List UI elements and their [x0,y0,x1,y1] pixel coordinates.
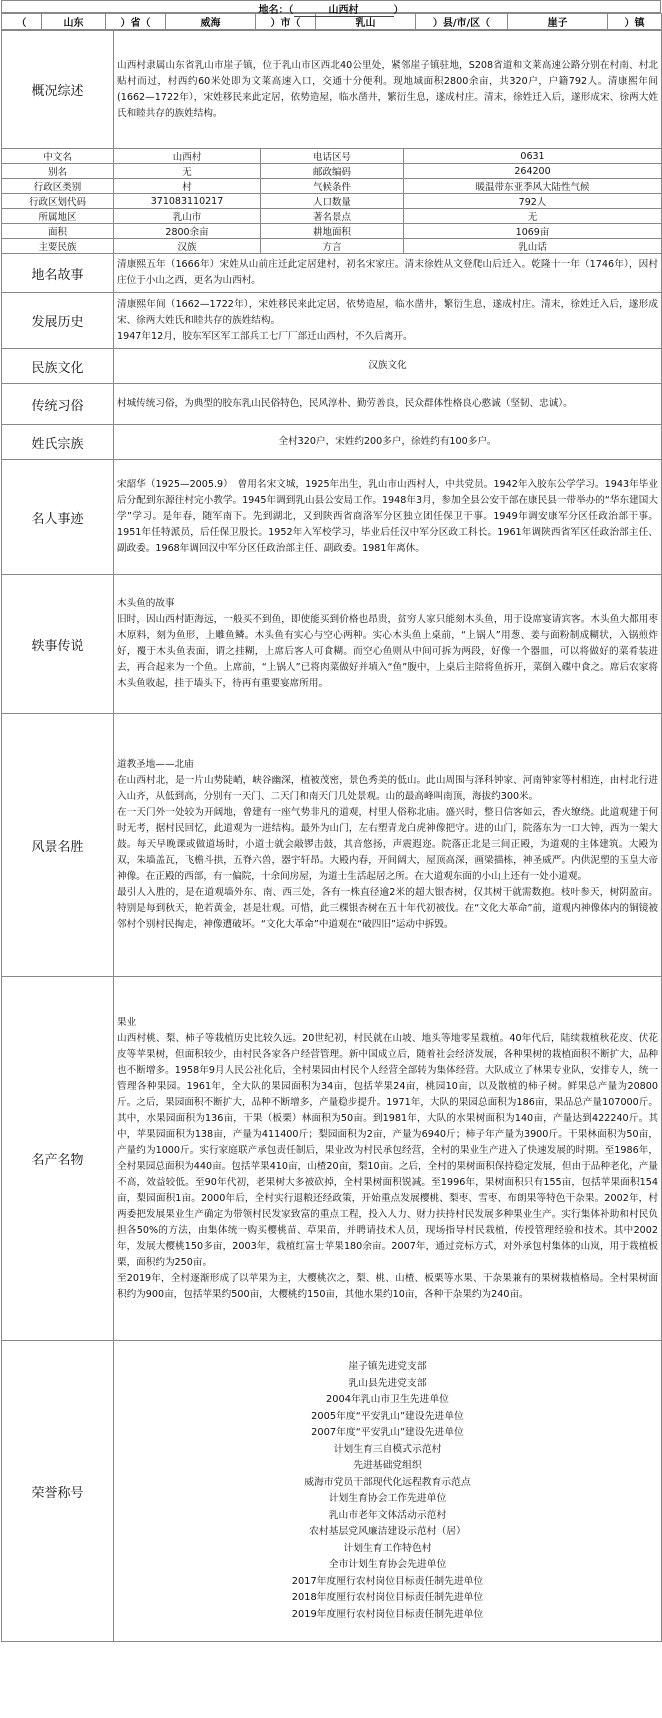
info-value: 1069亩 [404,224,662,239]
products-para-2: 至2019年，全村逐渐形成了以苹果为主，大樱桃次之，梨、桃、山楂、板栗等水果、干杂果兼有的果树栽植格局。全村果树面积约为900亩，包括苹果约500亩，大樱桃约150亩，其他水果约10亩，各种干杂果约为240亩。 [117,1272,658,1300]
info-key: 行政区划代码 [2,194,114,209]
info-row [2,224,662,239]
customs-text: 村城传统习俗，为典型的胶东乳山民俗特色，民风淳朴、勤劳善良，民众群体性格良心憨诚（坚韧、忠诚）。 [114,384,662,425]
people-text: 宋韶华（1925—2005.9） 曾用名宋文城，1925年出生，乳山市山西村人，中共党员。1942年入胶东公学学习。1943年毕业后分配到东源往村完小教学。1945年调到乳山县公安局工作。1948年3月，参加全县公安干部在康民县一带举办的“华东建国大学”学习。是年春，随军南下。先到湖北，又到陕西省商洛军分区独立团任保卫干事。1949年调安康军分区任政治部干事。1951年任特派员，后任保卫股长。1952年入军校学习，毕业后任汉中军分区政工科长。1961年调陕西省军区任政治部主任、副政委。1968年调回汉中军分区任政治部主任、副政委。1981年离休。 [114,460,662,575]
customs-label: 传统习俗 [2,384,114,425]
scenery-title: 道教圣地——北庙 [117,759,194,770]
address-field: 威海 [166,14,256,30]
surname-label: 姓氏宗族 [2,425,114,460]
address-separator: ）市（ [256,14,316,30]
info-row [2,149,662,164]
history-line-1: 清康熙年间（1662—1722年），宋姓移民来此定居，依势造屋，临水凿井，繁衍生息，遂成村庄。清末，徐姓迁入后，遂形成宋、徐两大姓氏和睦共存的族姓结构。 [117,298,658,326]
honors-list [114,1341,662,1642]
info-row [2,239,662,254]
overview-row [2,31,662,149]
info-key: 面积 [2,224,114,239]
honor-item: 先进基础党组织 [353,1460,422,1471]
anecdote-title: 木头鱼的故事 [117,598,175,609]
people-label: 名人事迹 [2,460,114,575]
honor-item: 2005年度“平安乳山”建设先进单位 [311,1410,464,1422]
honors-label: 荣誉称号 [2,1341,114,1642]
info-table [2,149,662,254]
honor-item: 2018年度厘行农村岗位目标责任制先进单位 [291,1592,484,1603]
honor-item: 农村基层党风廉洁建设示范村（居） [309,1526,466,1537]
info-value: 村 [114,179,261,194]
info-value: 2800余亩 [114,224,261,239]
info-key: 气候条件 [261,179,404,194]
honor-item: 计划生育工作特色村 [343,1542,432,1554]
ethnic-label: 民族文化 [2,349,114,384]
title-close: ） [393,5,404,16]
honor-item: 威海市党员干部现代化远程教育示范点 [304,1476,471,1488]
anecdote-text: 旧时，因山西村距海远，一般买不到鱼，即使能买到价格也昂贵，贫穷人家只能刻木头鱼，用于设席宴请宾客。木头鱼大都用枣木原料，刻为鱼形，上雕鱼鳞。木头鱼有实心与空心两种。实心木头鱼上桌前，“上锅人”用葱、姜与面粉制成糊状，入锅煎炸好，覆于木头鱼表面，谓之挂糊，上席后客人可食糊。而空心鱼则从中间可拆为两段，好像一个器皿，可以将做好的菜肴装进去，再合起来为一个鱼。上席前，“上锅人”已将肉菜做好并填入“鱼”腹中，上桌后主陪将鱼拆开，菜倒入碟中食之。席后农家将木头鱼收起，挂于墙头下，待再有重要宴席所用。 [117,614,658,689]
name-story-label: 地名故事 [2,254,114,293]
address-field: 崖子 [508,14,608,30]
history-row [2,293,662,349]
info-value: 乳山市 [114,209,261,224]
history-label: 发展历史 [2,293,114,349]
title-label: 地名： [258,5,289,16]
title-open: （ [288,5,294,16]
document-title [1,0,661,16]
info-value: 暖温带东亚季风大陆性气候 [404,179,662,194]
ethnic-row [2,349,662,384]
honor-item: 2017年度厘行农村岗位目标责任制先进单位 [291,1575,484,1587]
ethnic-text: 汉族文化 [114,349,662,384]
info-value: 汉族 [114,239,261,254]
info-value: 264200 [404,164,662,179]
scenery-row [2,714,662,977]
info-row [2,209,662,224]
info-key: 所属地区 [2,209,114,224]
info-value: 无 [404,209,662,224]
address-separator: ）省（ [106,14,166,30]
info-key: 行政区类别 [2,179,114,194]
name-story-text: 清康熙五年（1666年）宋姓从山前庄迁此定居建村，初名宋家庄。清末徐姓从文登爬山后迁入。乾隆十一年（1746年），因村庄位于小山之西，更名为山西村。 [114,254,662,293]
honor-item: 计划生育协会工作先进单位 [328,1493,447,1504]
overview-label: 概况综述 [2,31,114,149]
products-label: 名产名物 [2,977,114,1341]
info-value: 山西村 [114,149,261,164]
village-name-field: 山西村 [294,1,394,17]
village-profile-document [1,0,661,1642]
info-value: 无 [114,164,261,179]
honor-item: 2007年度“平安乳山”建设先进单位 [311,1427,464,1438]
address-field: 山东 [42,14,106,30]
honors-row [2,1341,662,1642]
info-row [2,179,662,194]
info-value: 乳山话 [404,239,662,254]
info-key: 邮政编码 [261,164,404,179]
info-value: 0631 [404,149,662,164]
surname-row [2,425,662,460]
honor-item: 2019年度厘行农村岗位目标责任制先进单位 [291,1608,484,1620]
overview-text: 山西村隶属山东省乳山市崖子镇，位于乳山市区西北40公里处，紧邻崖子镇驻地，S208省道和文莱高速公路分别在村南、村北贴村而过，村西约60米处即为文莱高速入口，交通十分便利。现地域面积2800余亩，共320户，户籍792人。清康熙年间(1662—1722年），宋姓移民来此定居，依势造屋，临水凿井，繁衍生息，遂成村庄。清末，徐姓迁入后，遂形成宋、徐两大姓氏和睦共存的族姓结构。 [114,31,662,149]
info-key: 电话区号 [261,149,404,164]
info-key: 主要民族 [2,239,114,254]
info-value: 371083110217 [114,194,261,209]
anecdote-row [2,575,662,714]
scenery-label: 风景名胜 [2,714,114,977]
scenery-para-1: 在山西村北，是一片山势陡峭，峡谷幽深，植被茂密，景色秀美的低山。此山周围与泽科钟家、河南钟家等村相连，由村北行进入山齐，从低到高，分别有一天门、二天门和南天门几处景观。山的最高峰叫南顶，海拔约300米。 [117,775,658,802]
info-key: 著名景点 [261,209,404,224]
info-row [2,194,662,209]
customs-row [2,384,662,425]
history-line-2: 1947年12月，胶东军区军工部兵工七厂厂部迁山西村，不久后离开。 [117,330,413,342]
info-key: 别名 [2,164,114,179]
info-key: 耕地面积 [261,224,404,239]
honor-item: 全市计划生育协会先进单位 [328,1559,447,1570]
profile-table [1,30,662,1642]
name-story-row [2,254,662,293]
address-field: （ [2,14,42,30]
info-value: 792人 [404,194,662,209]
honor-item: 崖子镇先进党支部 [348,1361,427,1372]
surname-text: 全村320户，宋姓约200多户，徐姓约有100多户。 [114,425,662,460]
info-key: 中文名 [2,149,114,164]
honor-item: 计划生育三自模式示范村 [333,1443,442,1455]
info-key: 人口数量 [261,194,404,209]
products-title: 果业 [117,1016,137,1028]
honor-item: 2004年乳山市卫生先进单位 [326,1394,449,1405]
products-row [2,977,662,1341]
address-field: 乳山 [316,14,416,30]
info-row [2,164,662,179]
products-para-1: 山西村桃、梨、柿子等栽植历史比较久远。20世纪初，村民就在山坡、地头等地零星栽植。40年代后，陆续栽植秋花皮、伏花皮等苹果树，但面积较少，由村民各家各户经营管理。新中国成立后，随着社会经济发展，各种果树的栽植面积不断扩大，品种也不断增多。1958年9月人民公社化后，全村果园由村民个人经营全部转为集体经营。大队成立了林果专业队，安排专人，统一管理各种果园。1961年，全大队的果园面积为34亩，包括苹果24亩，桃园10亩，以及散植的柿子树。鲜果总产量为20800斤。之后，果园面积不断扩大，品种不断增多，产量稳步提升。1971年，大队的果园总面积为186亩，果品总产量107000斤。其中，水果园面积为136亩，干果（板栗）林面积为50亩。到1981年，大队的水果树面积为140亩，产量达到422240斤。其中，苹果园面积为138亩，产量为411400斤；梨园面积为2亩，产量为6940斤；柿子年产量为3900斤。干果林面积为50亩，产量约为1000斤。实行家庭联产承包责任制后，果业改为村民承包经营，全村的果业生产进入了快速发展的时期。至1986年，全村果园总面积为440亩。包括苹果410亩，山楂20亩，梨10亩。之后，全村的果树面积保持稳定发展，但由于品种老化，产量不高，效益较低。至90年代初，老果树大多被砍掉，全村果树面积锐减。至1996年，果树面积只有155亩，包括苹果面积154亩，梨园面积1亩。2000年后，全村实行退粮还经政策，开始重点发展樱桃、梨枣、雪枣、布朗果等特色干杂果。2002年，村两委把发展果业生产确定为带领村民发家致富的重点工程，投入人力、财力扶持村民发展多种果业生产。实行集体补助和村民负担各50%的方法，由集体统一购买樱桃苗、草果苗，并聘请技术人员，现场指导村民栽植，传授管理经验和技术。其中2002年，发展大樱桃150多亩，2003年，栽植红富士苹果180余亩。2007年，通过竞标方式，对外承包村集体的山岚，用于栽植板栗，面积约为250亩。 [117,1032,658,1268]
anecdote-label: 轶事传说 [2,575,114,714]
honor-item: 乳山县先进党支部 [348,1377,427,1389]
people-row [2,460,662,575]
address-separator: ）县/市/区（ [416,14,508,30]
info-key: 方言 [261,239,404,254]
honor-item: 乳山市老年文体活动示范村 [328,1509,447,1521]
scenery-para-2: 在一天门外一处较为开阔地，曾建有一座气势非凡的道观，村里人俗称北庙。盛兴时，整日信客如云，香火缭绕。此道观建于何时无考，据村民回忆，此道观为一进结构。最外为山门，左右塑青龙白虎神像把守。进的山门，院落东为一口大钟，西为一架大鼓。每天早晚课或做道场时，小道士就会敲锣击鼓，其音悠扬，声震遐迩。院落正北是三间正殿，为道观的主体建筑。大殿为双，朱墙盖瓦，飞檐斗拱，五脊六兽，器宇轩昂。大殿内春，开间阔大，屋顶高深，画梁描栋，神圣威严。内供泥塑的玉皇大帝神像。在正殿的西部，有一偏院，十余间房屋，为道士生活起居之所。在大道观东面的小山上还有一处小道观。 [117,807,658,882]
scenery-para-3: 最引人入胜的，是在道观墙外东、南、西三处，各有一株直径逾2米的超大银杏树，仅其树干就需数抱。枝叶参天，树阴盈亩。特别是每到秋天，艳若黄金，甚是壮观。可惜，此三棵银杏树在五十年代初被伐。在“文化大革命”前，道观内神像体内的铜镜被邻村个别村民掏走，神像遭破坏。“文化大革命”中道观在“破四旧”运动中拆毁。 [117,887,658,930]
address-separator: ）镇 [608,14,662,30]
